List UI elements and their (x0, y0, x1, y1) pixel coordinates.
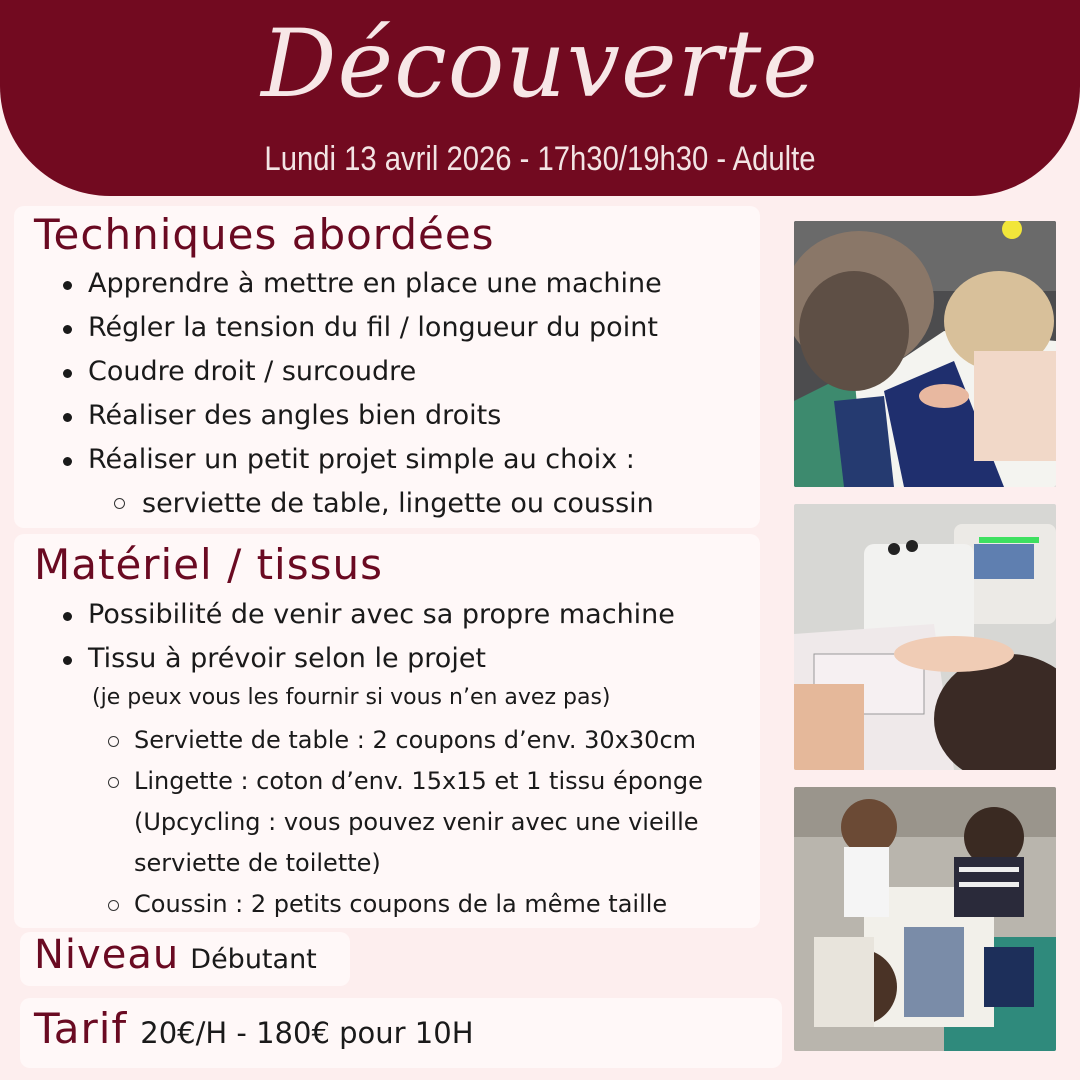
list-item: Apprendre à mettre en place une machine (30, 262, 662, 306)
materiel-note: (je peux vous les fournir si vous n’en avez pas) (92, 685, 611, 710)
list-item: Réaliser un petit projet simple au choix : (30, 438, 662, 482)
materiel-heading: Matériel / tissus (34, 540, 383, 589)
list-item: Possibilité de venir avec sa propre machine (30, 593, 675, 637)
list-subitem-continuation: serviette de toilette) (134, 849, 381, 877)
tarif-value: 20€/H - 180€ pour 10H (140, 1016, 474, 1050)
list-subitem: serviette de table, lingette ou coussin (30, 482, 662, 526)
materiel-sublist (104, 720, 703, 925)
techniques-list (30, 262, 662, 526)
workshop-photo-1 (794, 221, 1056, 487)
list-item: Régler la tension du fil / longueur du point (30, 306, 662, 350)
tarif-row (34, 1004, 474, 1053)
niveau-value: Débutant (190, 944, 317, 975)
page-title: Découverte (261, 10, 819, 119)
list-subitem: Coussin : 2 petits coupons de la même taille (104, 884, 703, 925)
workshop-photo-2 (794, 504, 1056, 770)
niveau-label: Niveau (34, 932, 180, 978)
list-item: Tissu à prévoir selon le projet (30, 637, 675, 681)
list-item: Coudre droit / surcoudre (30, 350, 662, 394)
niveau-row (34, 932, 317, 978)
workshop-photo-3 (794, 787, 1056, 1051)
tarif-label: Tarif (34, 1004, 128, 1053)
list-subitem-continuation: (Upcycling : vous pouvez venir avec une vieille (134, 808, 699, 836)
event-date-subtitle: Lundi 13 avril 2026 - 17h30/19h30 - Adulte (264, 140, 816, 178)
list-item: Réaliser des angles bien droits (30, 394, 662, 438)
list-subitem: Serviette de table : 2 coupons d’env. 30x30cm (104, 720, 703, 761)
materiel-list (30, 593, 675, 681)
list-subitem: Lingette : coton d’env. 15x15 et 1 tissu éponge (104, 761, 703, 802)
techniques-heading: Techniques abordées (34, 210, 495, 259)
header-banner (0, 0, 1080, 196)
